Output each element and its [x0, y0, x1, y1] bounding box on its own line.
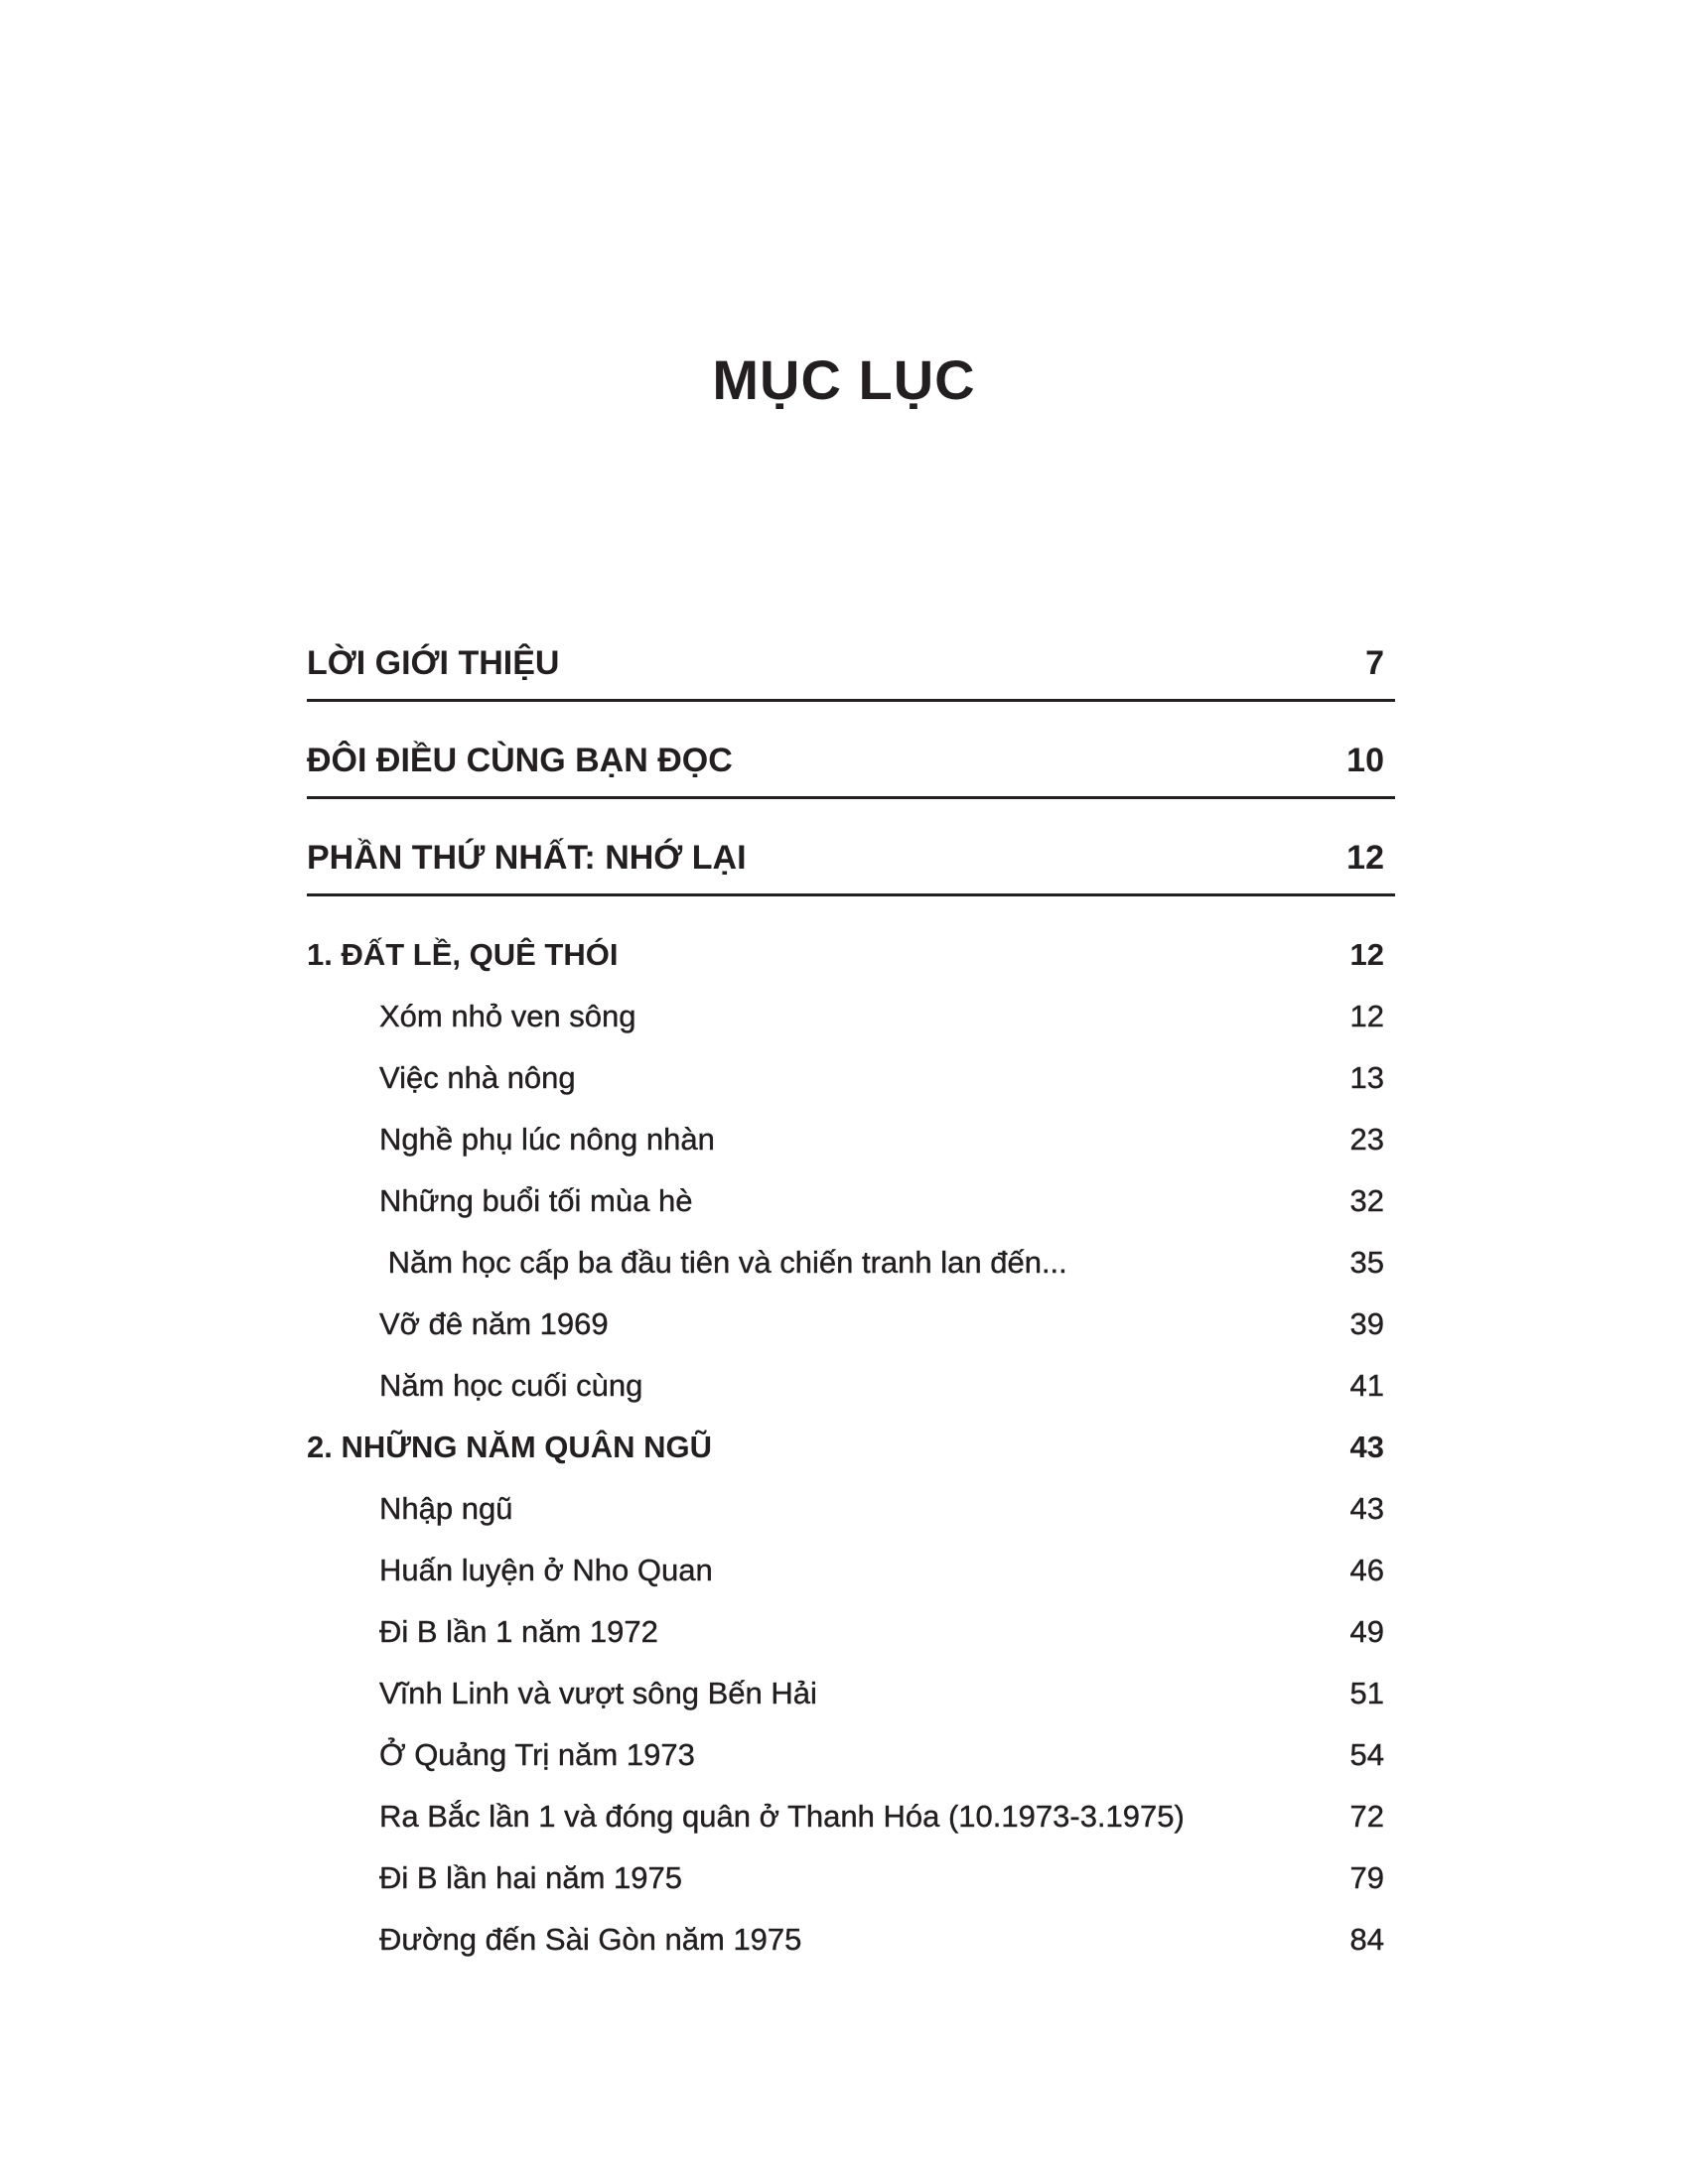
toc-section-label: Đi B lần 1 năm 1972 — [379, 1614, 658, 1649]
toc-chapter-label: 1. ĐẤT LỀ, QUÊ THÓI — [307, 937, 619, 972]
toc-chapter-1[interactable] — [307, 927, 1395, 989]
toc-section-page: 54 — [1349, 1737, 1384, 1772]
toc-section-label: Vĩnh Linh và vượt sông Bến Hải — [379, 1676, 817, 1710]
toc-chapter-page: 43 — [1349, 1430, 1384, 1464]
divider — [307, 796, 1395, 799]
toc-section-label: Nhập ngũ — [379, 1491, 513, 1526]
toc-section-page: 72 — [1349, 1799, 1384, 1834]
toc-section-page: 13 — [1349, 1060, 1384, 1095]
table-of-contents — [307, 635, 1395, 1974]
toc-chapter-2[interactable] — [307, 1420, 1395, 1481]
toc-section-page: 39 — [1349, 1306, 1384, 1341]
toc-section-label: Ở Quảng Trị năm 1973 — [379, 1737, 695, 1772]
toc-section-page: 41 — [1349, 1368, 1384, 1403]
toc-entry-intro[interactable] — [307, 635, 1395, 733]
toc-section-page: 84 — [1349, 1922, 1384, 1957]
toc-section-page: 43 — [1349, 1491, 1384, 1526]
toc-section-label: Năm học cuối cùng — [379, 1368, 643, 1403]
toc-section-page: 23 — [1349, 1122, 1384, 1157]
toc-section-label: Năm học cấp ba đầu tiên và chiến tranh lan đến... — [379, 1245, 1067, 1280]
toc-section-label: Việc nhà nông — [379, 1060, 576, 1095]
toc-section[interactable] — [307, 1112, 1395, 1173]
toc-section-page: 46 — [1349, 1553, 1384, 1587]
divider — [307, 893, 1395, 896]
toc-section-label: Xóm nhỏ ven sông — [379, 999, 636, 1033]
toc-section[interactable] — [307, 1604, 1395, 1666]
toc-section-page: 79 — [1349, 1860, 1384, 1895]
toc-section-label: Ra Bắc lần 1 và đóng quân ở Thanh Hóa (10.1973-3.1975) — [379, 1799, 1185, 1834]
toc-section[interactable] — [307, 1912, 1395, 1974]
toc-chapter-label: 2. NHỮNG NĂM QUÂN NGŨ — [307, 1430, 713, 1464]
divider — [307, 699, 1395, 702]
toc-section[interactable] — [307, 989, 1395, 1050]
toc-entry-label: LỜI GIỚI THIỆU — [307, 644, 560, 682]
toc-section[interactable] — [307, 1543, 1395, 1604]
page-title: MỤC LỤC — [712, 348, 976, 411]
toc-section[interactable] — [307, 1850, 1395, 1912]
toc-section[interactable] — [307, 1358, 1395, 1420]
toc-entry-page: 7 — [1365, 644, 1384, 682]
toc-section[interactable] — [307, 1173, 1395, 1235]
toc-entry-page: 10 — [1346, 742, 1384, 779]
toc-entry-page: 12 — [1346, 839, 1384, 877]
toc-section-label: Vỡ đê năm 1969 — [379, 1306, 609, 1341]
toc-entry-label: PHẦN THỨ NHẤT: NHỚ LẠI — [307, 839, 747, 877]
toc-section[interactable] — [307, 1727, 1395, 1789]
toc-entry-label: ĐÔI ĐIỀU CÙNG BẠN ĐỌC — [307, 742, 733, 779]
toc-section-label: Đi B lần hai năm 1975 — [379, 1860, 683, 1895]
toc-section[interactable] — [307, 1050, 1395, 1112]
toc-section[interactable] — [307, 1666, 1395, 1727]
toc-section-page: 35 — [1349, 1245, 1384, 1280]
toc-chapter-page: 12 — [1349, 937, 1384, 972]
toc-section-page: 32 — [1349, 1183, 1384, 1218]
toc-section-page: 12 — [1349, 999, 1384, 1033]
toc-section[interactable] — [307, 1297, 1395, 1358]
toc-section-label: Đường đến Sài Gòn năm 1975 — [379, 1922, 802, 1957]
toc-section-page: 49 — [1349, 1614, 1384, 1649]
toc-section-label: Nghề phụ lúc nông nhàn — [379, 1122, 715, 1157]
toc-section[interactable] — [307, 1235, 1395, 1297]
toc-section[interactable] — [307, 1789, 1395, 1850]
toc-section[interactable] — [307, 1481, 1395, 1543]
toc-entry-part-one[interactable] — [307, 830, 1395, 927]
toc-entry-to-reader[interactable] — [307, 733, 1395, 830]
toc-section-label: Những buổi tối mùa hè — [379, 1183, 693, 1218]
toc-section-page: 51 — [1349, 1676, 1384, 1710]
toc-section-label: Huấn luyện ở Nho Quan — [379, 1553, 713, 1587]
